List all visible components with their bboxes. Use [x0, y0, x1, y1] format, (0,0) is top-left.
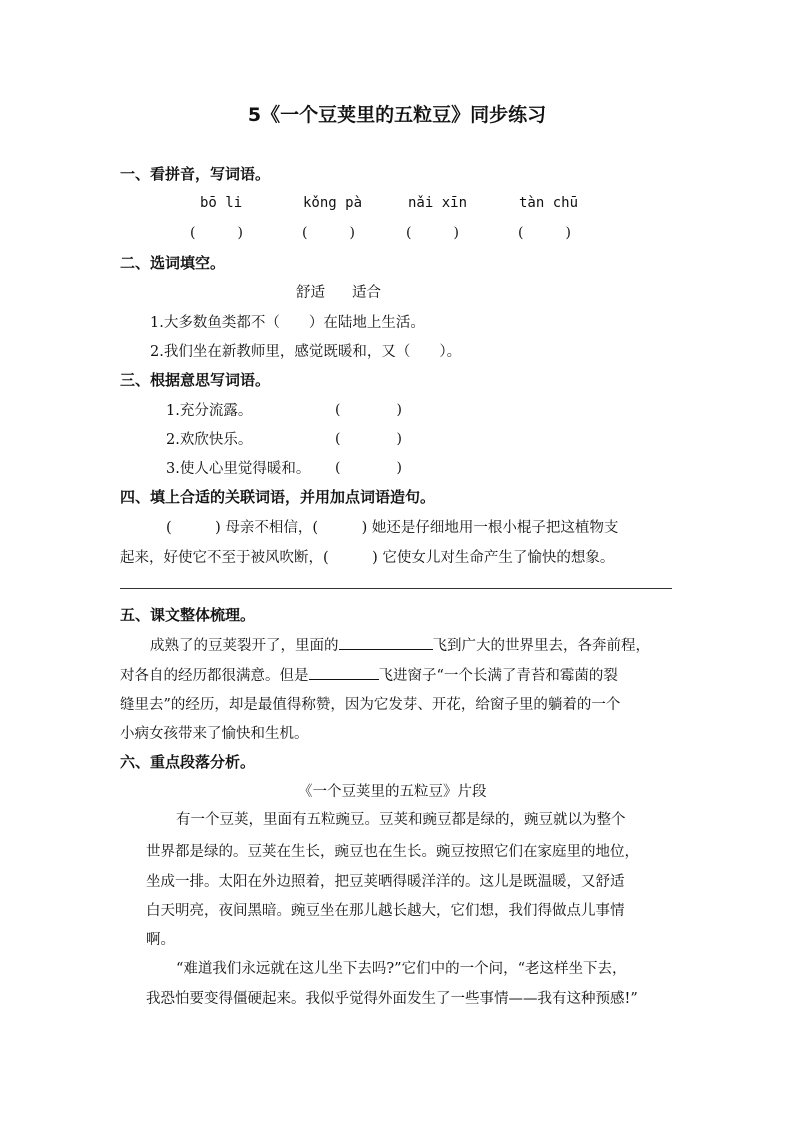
- section-6-heading: 六、重点段落分析。: [120, 753, 256, 771]
- section-4-heading: 四、填上合适的关联词语，并用加点词语造句。: [120, 488, 436, 506]
- summary-line-1: [150, 634, 650, 655]
- passage-subtitle: 《一个豆荚里的五粒豆》片段: [298, 784, 487, 800]
- conjunction-line-1: ( ) 母亲不相信，( ) 她还是仔细地用一根小棍子把这植物支: [166, 520, 619, 536]
- summary-blank-2[interactable]: [309, 665, 379, 680]
- summary-blank-1[interactable]: [339, 635, 433, 650]
- summary-line-2: [120, 664, 618, 685]
- summary-text-1b: 飞到广大的世界里去，各奔前程，: [432, 638, 650, 654]
- answer-line[interactable]: [120, 588, 672, 589]
- page-title: 5《一个豆荚里的五粒豆》同步练习: [247, 104, 547, 126]
- word-choice-1: 舒适: [296, 285, 325, 301]
- answer-blank-1[interactable]: ( ): [190, 225, 243, 241]
- answer-blank-3[interactable]: ( ): [406, 225, 459, 241]
- passage-line: 坐成一排。太阳在外边照着，把豆荚晒得暖洋洋的。这儿是既温暖，又舒适: [146, 874, 625, 890]
- section-3-heading: 三、根据意思写词语。: [120, 371, 271, 389]
- passage-line: 我恐怕要变得僵硬起来。我似乎觉得外面发生了一些事情——我有这种预感!”: [146, 991, 638, 1007]
- section-5-heading: 五、课文整体梳理。: [120, 606, 256, 624]
- answer-blank-4[interactable]: ( ): [518, 225, 571, 241]
- summary-line-3: 缝里去”的经历，却是最值得称赞，因为它发芽、开花，给窗子里的躺着的一个: [120, 697, 621, 713]
- passage-line: 啊。: [146, 932, 175, 948]
- section-2-heading: 二、选词填空。: [120, 254, 226, 272]
- pinyin-3: nǎi xīn: [408, 195, 468, 211]
- summary-line-4: 小病女孩带来了愉快和生机。: [120, 726, 309, 742]
- summary-text-1a: 成熟了的豆荚裂开了，里面的: [150, 638, 339, 654]
- summary-text-2b: 飞进窗子“一个长满了青苔和霉菌的裂: [378, 668, 618, 684]
- passage-line: 世界都是绿的。豆荚在生长，豌豆也在生长。豌豆按照它们在家庭里的地位，: [146, 844, 639, 860]
- answer-blank-2[interactable]: ( ): [302, 225, 355, 241]
- meaning-item-1: 1.充分流露。: [166, 403, 253, 419]
- section-1-heading: 一、看拼音，写词语。: [120, 165, 271, 183]
- meaning-blank-2[interactable]: ( ): [335, 431, 402, 447]
- fill-question-1: 1.大多数鱼类都不（ ）在陆地上生活。: [150, 315, 425, 331]
- pinyin-4: tàn chū: [519, 195, 579, 211]
- meaning-blank-1[interactable]: ( ): [335, 402, 402, 418]
- conjunction-line-2: 起来，好使它不至于被风吹断，( ) 它使女儿对生命产生了愉快的想象。: [120, 550, 615, 566]
- passage-line: 白天明亮，夜间黑暗。豌豆坐在那儿越长越大，它们想，我们得做点儿事情: [146, 903, 625, 919]
- meaning-item-2: 2.欢欣快乐。: [166, 432, 253, 448]
- summary-text-2a: 对各自的经历都很满意。但是: [120, 668, 309, 684]
- pinyin-1: bō li: [200, 195, 243, 211]
- meaning-item-3: 3.使人心里觉得暖和。: [166, 461, 311, 477]
- pinyin-2: kǒng pà: [303, 195, 363, 211]
- passage-line: 有一个豆荚，里面有五粒豌豆。豆荚和豌豆都是绿的，豌豆就以为整个: [176, 812, 626, 828]
- passage-line: “难道我们永远就在这儿坐下去吗?”它们中的一个问，“老这样坐下去，: [176, 961, 627, 977]
- fill-question-2: 2.我们坐在新教师里，感觉既暖和，又（ ）。: [150, 344, 462, 360]
- meaning-blank-3[interactable]: ( ): [335, 460, 402, 476]
- word-choice-2: 适合: [352, 285, 381, 301]
